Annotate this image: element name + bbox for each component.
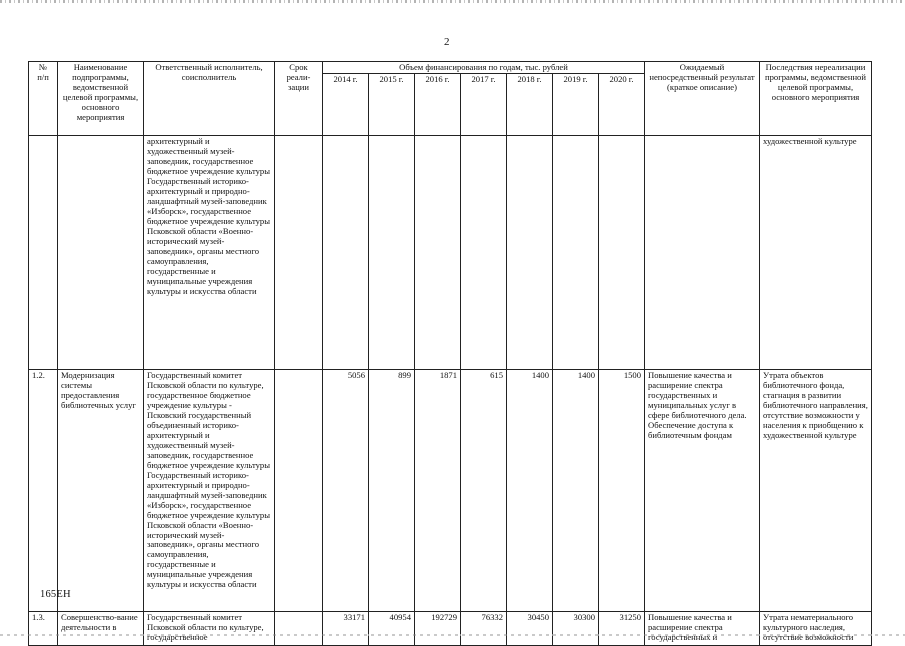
page-number: 2 [444, 36, 450, 48]
header-funding: Объем финансирования по годам, тыс. рублей [323, 62, 645, 74]
table-row [29, 612, 872, 646]
scan-edge-top [0, 0, 905, 3]
row-value: 40954 [369, 612, 415, 646]
header-year: 2019 г. [553, 74, 599, 136]
row-executor: Государственный комитет Псковской области по культуре, государственное бюджетное учреждение культуры - Псковский государственный объединенный историко-архитектурный и художественный музей-заповедник, государственное бюджетное учреждение культуры Государственный историко-архитектурный и природно-ландшафтный музей-заповедник «Изборск», государственное бюджетное учреждение культуры Псковской области «Военно-исторический музей-заповедник», органы местного самоуправления, государственные и муниципальные учреждения культуры и искусства области [144, 370, 275, 612]
row-value [369, 136, 415, 370]
row-value: 1871 [415, 370, 461, 612]
row-num: 1.3. [29, 612, 58, 646]
row-consequences: Утрата объектов библиотечного фонда, стагнация в развитии библиотечного направления, отсутствие возможности у населения к приобщению к художественной культуре [760, 370, 872, 612]
row-name: Совершенство-вание деятельности в [58, 612, 144, 646]
header-result: Ожидаемый непосредственный результат (краткое описание) [645, 62, 760, 136]
row-executor: Государственный комитет Псковской области по культуре, государственное [144, 612, 275, 646]
row-result: Повышение качества и расширение спектра государственных и муниципальных услуг в сфере библиотечного дела. Обеспечение доступа к библиотечным фондам [645, 370, 760, 612]
header-term: Срок реали-зации [275, 62, 323, 136]
row-result [645, 136, 760, 370]
row-term [275, 370, 323, 612]
row-value: 5056 [323, 370, 369, 612]
row-num: 1.2. [29, 370, 58, 612]
header-year: 2016 г. [415, 74, 461, 136]
row-value: 899 [369, 370, 415, 612]
row-value: 33171 [323, 612, 369, 646]
program-table [28, 61, 872, 646]
row-num [29, 136, 58, 370]
document-code: 165EH [40, 589, 71, 600]
row-executor: архитектурный и художественный музей-заповедник, государственное бюджетное учреждение культуры Государственный историко-архитектурный и природно-ландшафтный музей-заповедник «Изборск», государственное бюджетное учреждение культуры Псковской области «Военно-исторический музей-заповедник», органы местного самоуправления, государственные и муниципальные учреждения культуры и искусства области [144, 136, 275, 370]
row-value [323, 136, 369, 370]
row-value [599, 136, 645, 370]
scan-edge-bottom [0, 634, 905, 636]
row-value: 30450 [507, 612, 553, 646]
header-year: 2017 г. [461, 74, 507, 136]
row-consequences: Утрата нематериального культурного наследия, отсутствие возможности [760, 612, 872, 646]
row-value: 1400 [507, 370, 553, 612]
row-value: 192729 [415, 612, 461, 646]
header-row [29, 62, 872, 74]
row-term [275, 612, 323, 646]
header-num: № п/п [29, 62, 58, 136]
row-name: Модернизация системы предоставления библиотечных услуг [58, 370, 144, 612]
row-term [275, 136, 323, 370]
row-value: 1500 [599, 370, 645, 612]
row-result: Повышение качества и расширение спектра государственных и [645, 612, 760, 646]
header-year: 2015 г. [369, 74, 415, 136]
row-value: 76332 [461, 612, 507, 646]
row-value: 1400 [553, 370, 599, 612]
header-consequences: Последствия нереализации программы, ведомственной целевой программы, основного мероприятия [760, 62, 872, 136]
row-value [461, 136, 507, 370]
row-value: 30300 [553, 612, 599, 646]
row-value [553, 136, 599, 370]
table-row [29, 136, 872, 370]
row-consequences: художественной культуре [760, 136, 872, 370]
header-name: Наименование подпрограммы, ведомственной целевой программы, основного мероприятия [58, 62, 144, 136]
header-year: 2018 г. [507, 74, 553, 136]
table-row [29, 370, 872, 612]
header-executor: Ответственный исполнитель, соисполнитель [144, 62, 275, 136]
header-year: 2014 г. [323, 74, 369, 136]
row-value: 615 [461, 370, 507, 612]
row-value [415, 136, 461, 370]
row-value [507, 136, 553, 370]
row-value: 31250 [599, 612, 645, 646]
row-name [58, 136, 144, 370]
header-year: 2020 г. [599, 74, 645, 136]
